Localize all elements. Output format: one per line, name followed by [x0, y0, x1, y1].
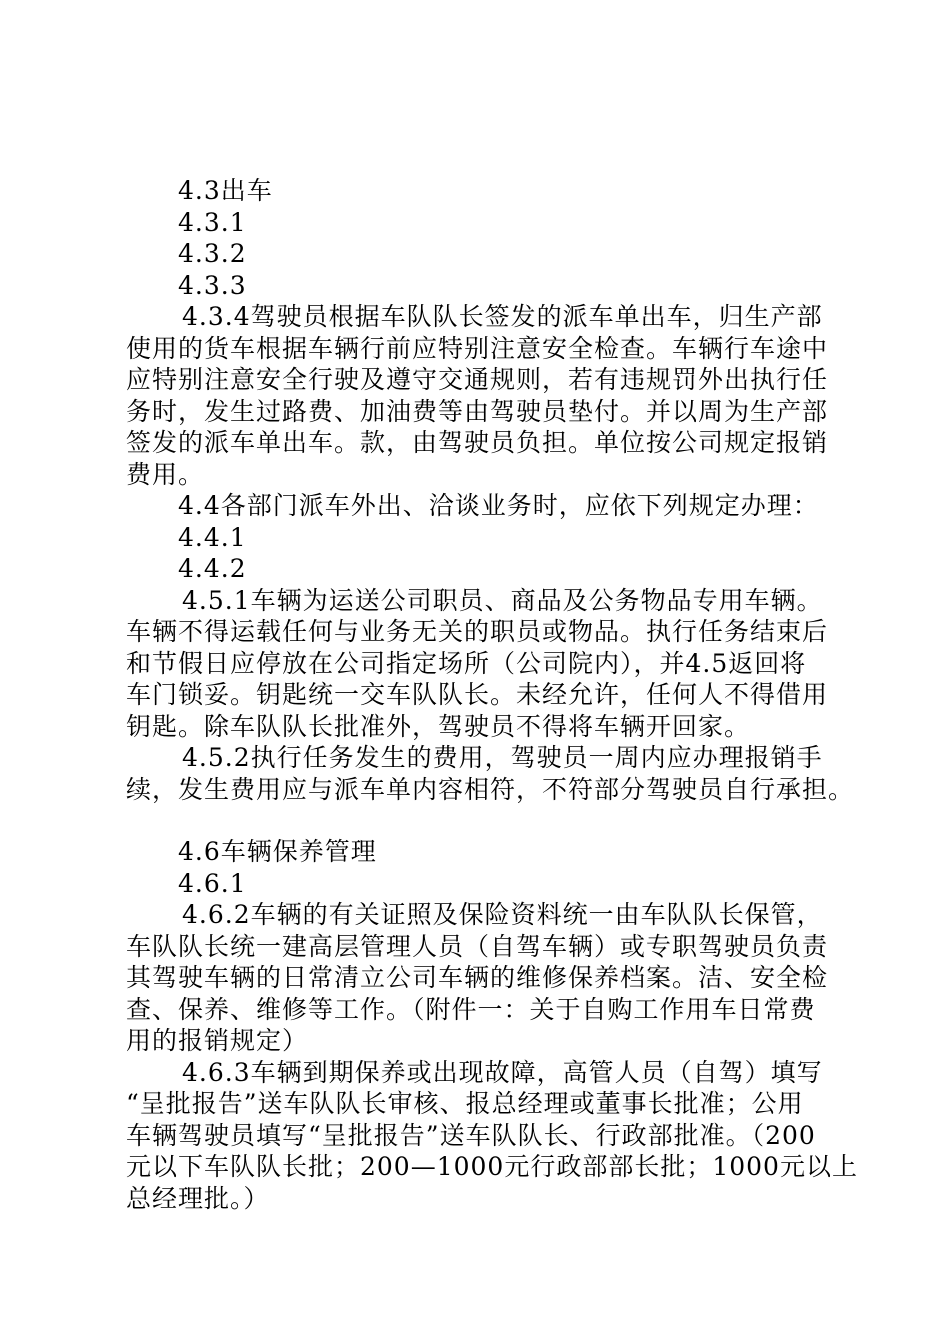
- paragraph-line: 应特别注意安全行驶及遵守交通规则，若有违规罚外出执行任: [126, 365, 829, 394]
- paragraph-line: 查、保养、维修等工作。（附件一：关于自购工作用车日常费: [126, 994, 816, 1024]
- clause-4-4-2: 4.4.2: [178, 554, 247, 583]
- paragraph-line: 签发的派车单出车。款，由驾驶员负担。单位按公司规定报销: [126, 428, 829, 457]
- paragraph-line: 车队队长统一建高层管理人员（自驾车辆）或专职驾驶员负责: [126, 931, 829, 961]
- section-heading-4-4: 4.4各部门派车外出、洽谈业务时，应依下列规定办理：: [178, 491, 819, 520]
- paragraph-line: 车辆不得运载任何与业务无关的职员或物品。执行任务结束后: [126, 617, 829, 646]
- section-heading-4-6: 4.6车辆保养管理: [178, 837, 377, 866]
- paragraph-line: 4.5.1车辆为运送公司职员、商品及公务物品专用车辆。: [182, 585, 823, 615]
- clause-4-3-3: 4.3.3: [178, 270, 247, 300]
- paragraph-line: 总经理批。）: [126, 1183, 270, 1213]
- paragraph-line: 车辆驾驶员填写“呈批报告”送车队队长、行政部批准。（200: [126, 1120, 816, 1150]
- paragraph-line: 4.5.2执行任务发生的费用，驾驶员一周内应办理报销手: [182, 743, 823, 772]
- paragraph-line: 费用。: [126, 459, 205, 489]
- paragraph-line: 钥匙。除车队队长批准外，驾驶员不得将车辆开回家。: [126, 711, 751, 741]
- paragraph-line: 其驾驶车辆的日常清立公司车辆的维修保养档案。洁、安全检: [126, 963, 829, 992]
- paragraph-line: 4.6.2车辆的有关证照及保险资料统一由车队队长保管，: [182, 900, 823, 929]
- paragraph-line: “呈批报告”送车队队长审核、报总经理或董事长批准；公用: [126, 1089, 804, 1118]
- paragraph-line: 续，发生费用应与派车单内容相符，不符部分驾驶员自行承担。: [126, 774, 855, 804]
- paragraph-line: 车门锁妥。钥匙统一交车队队长。未经允许，任何人不得借用: [126, 680, 829, 709]
- paragraph-line: 4.3.4驾驶员根据车队队长签发的派车单出车，归生产部: [182, 302, 823, 331]
- paragraph-line: 4.6.3车辆到期保养或出现故障，高管人员（自驾）填写: [182, 1057, 823, 1087]
- clause-4-3-1: 4.3.1: [178, 207, 247, 237]
- clause-4-6-1: 4.6.1: [178, 868, 247, 898]
- blank-line: [126, 805, 841, 836]
- paragraph-line: 务时，发生过路费、加油费等由驾驶员垫付。并以周为生产部: [126, 396, 829, 426]
- paragraph-line: 用的报销规定）: [126, 1026, 309, 1055]
- document-body: [126, 175, 858, 1214]
- paragraph-line: 使用的货车根据车辆行前应特别注意安全检查。车辆行车途中: [126, 333, 829, 363]
- section-heading-4-3: 4.3出车: [178, 176, 273, 205]
- paragraph-line: 元以下车队队长批；200—1000元行政部部长批；1000元以上: [126, 1152, 858, 1181]
- clause-4-3-2: 4.3.2: [178, 239, 247, 268]
- paragraph-line: 和节假日应停放在公司指定场所（公司院内），并4.5返回将: [126, 648, 807, 678]
- clause-4-4-1: 4.4.1: [178, 522, 247, 552]
